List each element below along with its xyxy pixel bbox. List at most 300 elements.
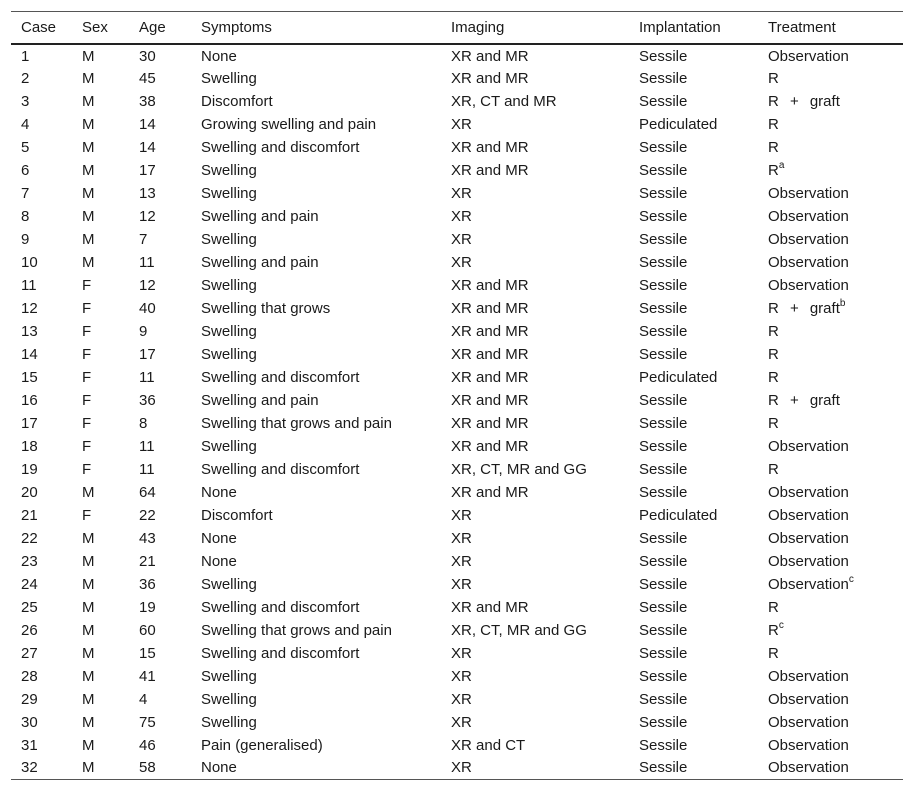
cell-treatment <box>758 366 903 389</box>
cell-symptoms: Swelling <box>201 690 257 708</box>
cell-case: 15 <box>21 368 38 386</box>
cell-symptoms: Swelling and discomfort <box>201 368 360 386</box>
cell-sex: F <box>82 345 92 363</box>
cell-symptoms: None <box>201 529 237 547</box>
cell-treatment <box>758 527 903 550</box>
cell-symptoms: None <box>201 48 237 65</box>
table-row <box>11 228 903 251</box>
treatment-value: Observation <box>768 690 849 708</box>
treatment-value: R <box>768 460 779 478</box>
cell-case: 31 <box>21 736 38 754</box>
cell-sex: M <box>82 230 95 248</box>
table-row <box>11 711 903 734</box>
cell-case: 14 <box>21 345 38 363</box>
cell-symptoms: Swelling <box>201 322 257 340</box>
cell-sex: F <box>82 460 92 478</box>
cell-sex: M <box>82 736 95 754</box>
treatment-value: Observation <box>768 575 849 593</box>
table-row <box>11 642 903 665</box>
cell-symptoms: Swelling <box>201 575 257 593</box>
treatment-value: R <box>768 598 779 616</box>
cell-treatment <box>758 90 903 113</box>
cell-implantation: Sessile <box>639 391 688 409</box>
treatment-value: R <box>768 414 779 432</box>
table-row <box>11 67 903 90</box>
cell-age: 75 <box>139 713 156 731</box>
table-row <box>11 458 903 481</box>
cell-case: 20 <box>21 483 38 501</box>
cell-implantation: Sessile <box>639 69 688 87</box>
cell-imaging: XR <box>451 184 472 202</box>
treatment-value: Observation <box>768 437 849 455</box>
cell-case: 13 <box>21 322 38 340</box>
cell-implantation: Sessile <box>639 437 688 455</box>
cell-age: 46 <box>139 736 156 754</box>
cell-symptoms: Swelling <box>201 667 257 685</box>
table-row <box>11 481 903 504</box>
cell-implantation: Sessile <box>639 161 688 179</box>
cell-age: 60 <box>139 621 156 639</box>
table-row <box>11 182 903 205</box>
header-imaging: Imaging <box>451 18 505 36</box>
cell-implantation: Sessile <box>639 529 688 547</box>
cell-implantation: Sessile <box>639 644 688 662</box>
table-row <box>11 205 903 228</box>
table-row <box>11 159 903 182</box>
cell-case: 27 <box>21 644 38 662</box>
cell-implantation: Sessile <box>639 184 688 202</box>
cell-sex: M <box>82 161 95 179</box>
cell-imaging: XR <box>451 529 472 547</box>
cell-treatment <box>758 44 903 67</box>
cell-imaging: XR and CT <box>451 736 526 754</box>
cell-implantation: Sessile <box>639 414 688 432</box>
cell-case: 5 <box>21 138 30 156</box>
cell-case: 17 <box>21 414 38 432</box>
cell-treatment <box>758 504 903 527</box>
cell-age: 13 <box>139 184 156 202</box>
cell-case: 6 <box>21 161 30 179</box>
cell-implantation: Sessile <box>639 667 688 685</box>
cell-imaging: XR, CT and MR <box>451 92 557 110</box>
treatment-value: Observation <box>768 506 849 524</box>
cell-symptoms: Swelling that grows and pain <box>201 621 392 639</box>
cell-implantation: Sessile <box>639 92 688 110</box>
cell-symptoms: Growing swelling and pain <box>201 115 377 133</box>
cell-sex: M <box>82 759 95 777</box>
treatment-value: R <box>768 138 779 156</box>
cell-symptoms: Swelling <box>201 276 257 294</box>
header-case: Case <box>21 18 57 36</box>
cell-implantation: Sessile <box>639 322 688 340</box>
cell-symptoms: Pain (generalised) <box>201 736 323 754</box>
cell-age: 22 <box>139 506 156 524</box>
cell-treatment <box>758 458 903 481</box>
treatment-value: R + graft <box>768 391 840 409</box>
table-row <box>11 44 903 67</box>
cell-sex: F <box>82 437 92 455</box>
cell-age: 11 <box>139 460 155 478</box>
cell-age: 14 <box>139 138 156 156</box>
cell-treatment <box>758 228 903 251</box>
treatment-value: R <box>768 345 779 363</box>
cell-age: 30 <box>139 48 156 65</box>
treatment-value: R <box>768 322 779 340</box>
cell-imaging: XR and MR <box>451 598 529 616</box>
treatment-value: R <box>768 69 779 87</box>
cell-symptoms: Swelling and discomfort <box>201 460 360 478</box>
cell-imaging: XR and MR <box>451 483 529 501</box>
cell-case: 22 <box>21 529 38 547</box>
cell-implantation: Sessile <box>639 48 688 65</box>
cell-imaging: XR <box>451 713 472 731</box>
cell-treatment <box>758 159 903 182</box>
cell-case: 28 <box>21 667 38 685</box>
cell-symptoms: Swelling and discomfort <box>201 138 360 156</box>
cell-imaging: XR, CT, MR and GG <box>451 460 587 478</box>
cell-age: 11 <box>139 253 155 271</box>
cell-age: 17 <box>139 345 156 363</box>
cell-case: 8 <box>21 207 30 225</box>
treatment-value: R <box>768 621 779 639</box>
cell-imaging: XR and MR <box>451 414 529 432</box>
table-row <box>11 550 903 573</box>
cell-imaging: XR and MR <box>451 368 529 386</box>
cell-sex: M <box>82 621 95 639</box>
cell-sex: M <box>82 207 95 225</box>
table-row <box>11 366 903 389</box>
cell-symptoms: None <box>201 483 237 501</box>
table-row <box>11 596 903 619</box>
treatment-value: Observation <box>768 529 849 547</box>
cell-sex: M <box>82 48 95 65</box>
table-row <box>11 389 903 412</box>
cell-implantation: Sessile <box>639 345 688 363</box>
cell-sex: M <box>82 690 95 708</box>
cell-sex: M <box>82 92 95 110</box>
case-table-container <box>11 11 903 780</box>
cell-age: 12 <box>139 276 156 294</box>
treatment-value: Observation <box>768 667 849 685</box>
cell-imaging: XR <box>451 644 472 662</box>
table-row <box>11 435 903 458</box>
cell-sex: M <box>82 253 95 271</box>
cell-treatment <box>758 113 903 136</box>
footnote-marker: c <box>848 573 854 585</box>
treatment-value: Observation <box>768 253 849 271</box>
cell-case: 24 <box>21 575 38 593</box>
cell-treatment <box>758 251 903 274</box>
cell-implantation: Sessile <box>639 552 688 570</box>
cell-treatment <box>758 619 903 642</box>
cell-treatment <box>758 573 903 596</box>
cell-imaging: XR and MR <box>451 345 529 363</box>
treatment-value: R <box>768 161 779 179</box>
cell-sex: F <box>82 414 92 432</box>
treatment-value: R <box>768 644 779 662</box>
cell-symptoms: Discomfort <box>201 92 273 110</box>
table-row <box>11 113 903 136</box>
cell-sex: M <box>82 598 95 616</box>
cell-implantation: Sessile <box>639 690 688 708</box>
cell-symptoms: Swelling <box>201 161 257 179</box>
cell-case: 29 <box>21 690 38 708</box>
treatment-value: Observation <box>768 207 849 225</box>
cell-case: 30 <box>21 713 38 731</box>
cell-treatment <box>758 688 903 711</box>
cell-age: 17 <box>139 161 156 179</box>
cell-implantation: Sessile <box>639 621 688 639</box>
table-row <box>11 136 903 159</box>
table-row <box>11 320 903 343</box>
treatment-value: R <box>768 368 779 386</box>
cell-age: 36 <box>139 575 156 593</box>
cell-case: 1 <box>21 48 30 65</box>
cell-imaging: XR and MR <box>451 391 529 409</box>
cell-imaging: XR, CT, MR and GG <box>451 621 587 639</box>
cell-case: 19 <box>21 460 38 478</box>
cell-age: 38 <box>139 92 156 110</box>
cell-age: 14 <box>139 115 156 133</box>
cell-implantation: Sessile <box>639 299 688 317</box>
cell-age: 15 <box>139 644 156 662</box>
cell-treatment <box>758 205 903 228</box>
cell-implantation: Sessile <box>639 276 688 294</box>
treatment-value: Observation <box>768 759 849 777</box>
cell-case: 11 <box>21 276 37 294</box>
table-row <box>11 757 903 780</box>
cell-symptoms: Swelling <box>201 437 257 455</box>
cell-age: 11 <box>139 437 155 455</box>
table-row <box>11 274 903 297</box>
cell-implantation: Pediculated <box>639 115 718 133</box>
cell-case: 2 <box>21 69 30 87</box>
treatment-value: Observation <box>768 276 849 294</box>
cell-symptoms: Swelling and pain <box>201 207 319 225</box>
cell-implantation: Sessile <box>639 736 688 754</box>
cell-symptoms: Swelling <box>201 345 257 363</box>
table-row <box>11 504 903 527</box>
cell-sex: M <box>82 713 95 731</box>
cell-case: 21 <box>21 506 38 524</box>
treatment-value: Observation <box>768 483 849 501</box>
table-row <box>11 412 903 435</box>
cell-treatment <box>758 596 903 619</box>
cell-sex: F <box>82 506 92 524</box>
header-sex: Sex <box>82 18 108 36</box>
cell-imaging: XR <box>451 253 472 271</box>
cell-imaging: XR and MR <box>451 48 529 65</box>
cell-implantation: Sessile <box>639 207 688 225</box>
cell-treatment <box>758 435 903 458</box>
cell-sex: M <box>82 575 95 593</box>
cell-sex: F <box>82 322 92 340</box>
treatment-value: Observation <box>768 552 849 570</box>
footnote-marker: a <box>778 159 785 171</box>
table-row <box>11 297 903 320</box>
cell-sex: M <box>82 115 95 133</box>
cell-case: 16 <box>21 391 38 409</box>
cell-treatment <box>758 67 903 90</box>
cell-case: 3 <box>21 92 30 110</box>
cell-imaging: XR <box>451 690 472 708</box>
cell-age: 43 <box>139 529 156 547</box>
cell-case: 4 <box>21 115 30 133</box>
table-row <box>11 527 903 550</box>
cell-case: 18 <box>21 437 38 455</box>
case-table <box>11 11 903 780</box>
cell-sex: M <box>82 667 95 685</box>
cell-imaging: XR and MR <box>451 69 529 87</box>
table-row <box>11 343 903 366</box>
treatment-value: R + graft <box>768 299 840 317</box>
cell-treatment <box>758 320 903 343</box>
cell-implantation: Sessile <box>639 759 688 777</box>
cell-symptoms: Swelling that grows <box>201 299 331 317</box>
cell-treatment <box>758 274 903 297</box>
treatment-value: Observation <box>768 184 849 202</box>
cell-sex: M <box>82 529 95 547</box>
table-row <box>11 619 903 642</box>
cell-age: 11 <box>139 368 155 386</box>
cell-treatment <box>758 343 903 366</box>
cell-age: 40 <box>139 299 156 317</box>
table-row <box>11 688 903 711</box>
header-treatment: Treatment <box>768 18 836 36</box>
cell-age: 19 <box>139 598 156 616</box>
cell-age: 8 <box>139 414 148 432</box>
cell-symptoms: Discomfort <box>201 506 273 524</box>
cell-imaging: XR <box>451 506 472 524</box>
cell-implantation: Pediculated <box>639 368 718 386</box>
cell-imaging: XR and MR <box>451 437 529 455</box>
table-row <box>11 734 903 757</box>
cell-implantation: Sessile <box>639 253 688 271</box>
cell-sex: F <box>82 299 92 317</box>
cell-treatment <box>758 665 903 688</box>
cell-implantation: Sessile <box>639 483 688 501</box>
cell-implantation: Sessile <box>639 575 688 593</box>
table-row <box>11 665 903 688</box>
cell-sex: F <box>82 368 92 386</box>
cell-symptoms: Swelling <box>201 713 257 731</box>
cell-case: 26 <box>21 621 38 639</box>
cell-age: 12 <box>139 207 156 225</box>
cell-case: 10 <box>21 253 38 271</box>
header-implantation: Implantation <box>639 18 721 36</box>
cell-sex: M <box>82 483 95 501</box>
treatment-value: Observation <box>768 736 849 754</box>
cell-treatment <box>758 389 903 412</box>
header-symptoms: Symptoms <box>201 18 272 36</box>
cell-age: 41 <box>139 667 156 685</box>
cell-symptoms: Swelling <box>201 184 257 202</box>
cell-age: 7 <box>139 230 148 248</box>
cell-case: 23 <box>21 552 38 570</box>
treatment-value: R + graft <box>768 92 840 110</box>
treatment-value: R <box>768 115 779 133</box>
cell-imaging: XR and MR <box>451 299 529 317</box>
treatment-value: Observation <box>768 48 849 65</box>
header-age: Age <box>139 18 166 36</box>
cell-implantation: Sessile <box>639 598 688 616</box>
footnote-marker: b <box>839 297 846 309</box>
table-header <box>11 12 903 44</box>
cell-sex: F <box>82 391 92 409</box>
cell-symptoms: Swelling that grows and pain <box>201 414 392 432</box>
cell-treatment <box>758 734 903 757</box>
cell-age: 9 <box>139 322 148 340</box>
cell-symptoms: Swelling <box>201 69 257 87</box>
cell-implantation: Sessile <box>639 713 688 731</box>
cell-age: 58 <box>139 759 156 777</box>
cell-treatment <box>758 412 903 435</box>
cell-symptoms: Swelling and pain <box>201 253 319 271</box>
table-row <box>11 90 903 113</box>
cell-imaging: XR and MR <box>451 138 529 156</box>
cell-treatment <box>758 642 903 665</box>
cell-age: 36 <box>139 391 156 409</box>
cell-case: 9 <box>21 230 30 248</box>
cell-case: 25 <box>21 598 38 616</box>
cell-imaging: XR and MR <box>451 276 529 294</box>
cell-symptoms: Swelling and pain <box>201 391 319 409</box>
cell-sex: F <box>82 276 92 294</box>
header-row <box>11 12 903 44</box>
cell-case: 32 <box>21 759 38 777</box>
cell-case: 7 <box>21 184 30 202</box>
footnote-marker: c <box>778 619 784 631</box>
cell-implantation: Sessile <box>639 230 688 248</box>
cell-symptoms: Swelling <box>201 230 257 248</box>
cell-implantation: Sessile <box>639 460 688 478</box>
cell-symptoms: Swelling and discomfort <box>201 598 360 616</box>
cell-treatment <box>758 481 903 504</box>
cell-treatment <box>758 182 903 205</box>
cell-treatment <box>758 550 903 573</box>
cell-imaging: XR <box>451 207 472 225</box>
cell-imaging: XR <box>451 230 472 248</box>
cell-implantation: Pediculated <box>639 506 718 524</box>
table-body <box>11 44 903 780</box>
cell-imaging: XR and MR <box>451 322 529 340</box>
cell-age: 64 <box>139 483 156 501</box>
treatment-value: Observation <box>768 230 849 248</box>
cell-symptoms: Swelling and discomfort <box>201 644 360 662</box>
cell-imaging: XR <box>451 552 472 570</box>
cell-sex: M <box>82 138 95 156</box>
cell-treatment <box>758 757 903 780</box>
cell-sex: M <box>82 644 95 662</box>
cell-case: 12 <box>21 299 38 317</box>
cell-treatment <box>758 711 903 734</box>
cell-imaging: XR and MR <box>451 161 529 179</box>
cell-treatment <box>758 297 903 320</box>
cell-age: 4 <box>139 690 148 708</box>
cell-implantation: Sessile <box>639 138 688 156</box>
cell-age: 45 <box>139 69 156 87</box>
cell-imaging: XR <box>451 759 472 777</box>
cell-imaging: XR <box>451 667 472 685</box>
cell-sex: M <box>82 552 95 570</box>
cell-symptoms: None <box>201 759 237 777</box>
cell-imaging: XR <box>451 575 472 593</box>
cell-sex: M <box>82 69 95 87</box>
cell-sex: M <box>82 184 95 202</box>
table-row <box>11 573 903 596</box>
cell-treatment <box>758 136 903 159</box>
cell-symptoms: None <box>201 552 237 570</box>
